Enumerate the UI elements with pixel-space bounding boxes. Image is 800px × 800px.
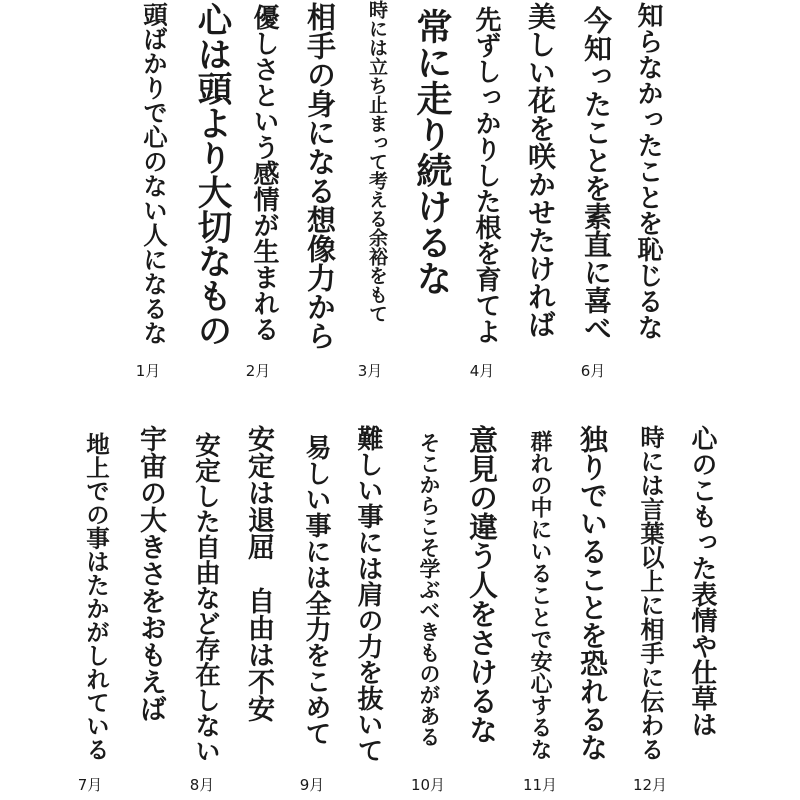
saying-aug-line-1: 安定した自由など存在しない bbox=[191, 432, 221, 764]
month-label-jul: 7月 bbox=[77, 776, 103, 794]
month-label-oct: 10月 bbox=[410, 776, 446, 794]
saying-nov-line-1: 群れの中にいることで安心するな bbox=[527, 430, 553, 760]
saying-dec-line-1: 時には言葉以上に相手に伝わる bbox=[636, 425, 665, 761]
saying-jul-line-2: 宇宙の大きさをおもえば bbox=[135, 425, 166, 722]
saying-feb-line-1: 優しさという感情が生まれる bbox=[249, 4, 279, 342]
saying-jul-line-1: 地上での事はたかがしれている bbox=[82, 432, 110, 761]
saying-mar-line-1: 時には立ち止まって考える余裕をもて bbox=[366, 0, 388, 323]
saying-sep-line-1: 易しい事には全力をこめて bbox=[301, 434, 331, 746]
saying-sep-line-2: 難しい事には肩の力を抜いて bbox=[353, 425, 383, 763]
saying-oct-line-1: そこからこそ学ぶべきものがある bbox=[417, 432, 442, 747]
month-label-aug: 8月 bbox=[189, 776, 215, 794]
month-label-dec: 12月 bbox=[632, 776, 668, 794]
month-label-feb: 2月 bbox=[245, 362, 271, 380]
month-label-apr: 4月 bbox=[469, 362, 495, 380]
month-label-jun: 6月 bbox=[580, 362, 606, 380]
saying-dec-line-2: 心のこもった表情や仕草は bbox=[687, 425, 717, 737]
month-label-jan: 1月 bbox=[135, 362, 161, 380]
saying-jan-line-1: 頭ばかりで心のない人になるな bbox=[140, 2, 169, 345]
saying-oct-line-2: 意見の違う人をさけるな bbox=[465, 425, 499, 744]
saying-apr-line-1: 先ずしっかりした根を育てよ bbox=[471, 6, 501, 344]
saying-mar-line-2: 常に走り続けるな bbox=[411, 8, 453, 296]
month-label-sep: 9月 bbox=[299, 776, 325, 794]
month-label-nov: 11月 bbox=[522, 776, 558, 794]
saying-feb-line-2: 相手の身になる想像力から bbox=[303, 2, 337, 350]
saying-nov-line-2: 独りでいることを恐れるな bbox=[576, 425, 609, 761]
saying-jun-line-1: 今知ったことを素直に喜べ bbox=[580, 6, 613, 342]
saying-jan-line-2: 心は頭より大切なもの bbox=[191, 2, 231, 347]
saying-jun-line-2: 知らなかったことを恥じるな bbox=[633, 2, 663, 340]
saying-aug-line-2: 安定は退屈 自由は不安 bbox=[243, 425, 274, 722]
month-label-mar: 3月 bbox=[357, 362, 383, 380]
saying-apr-line-2: 美しい花を咲かせたければ bbox=[524, 2, 557, 338]
